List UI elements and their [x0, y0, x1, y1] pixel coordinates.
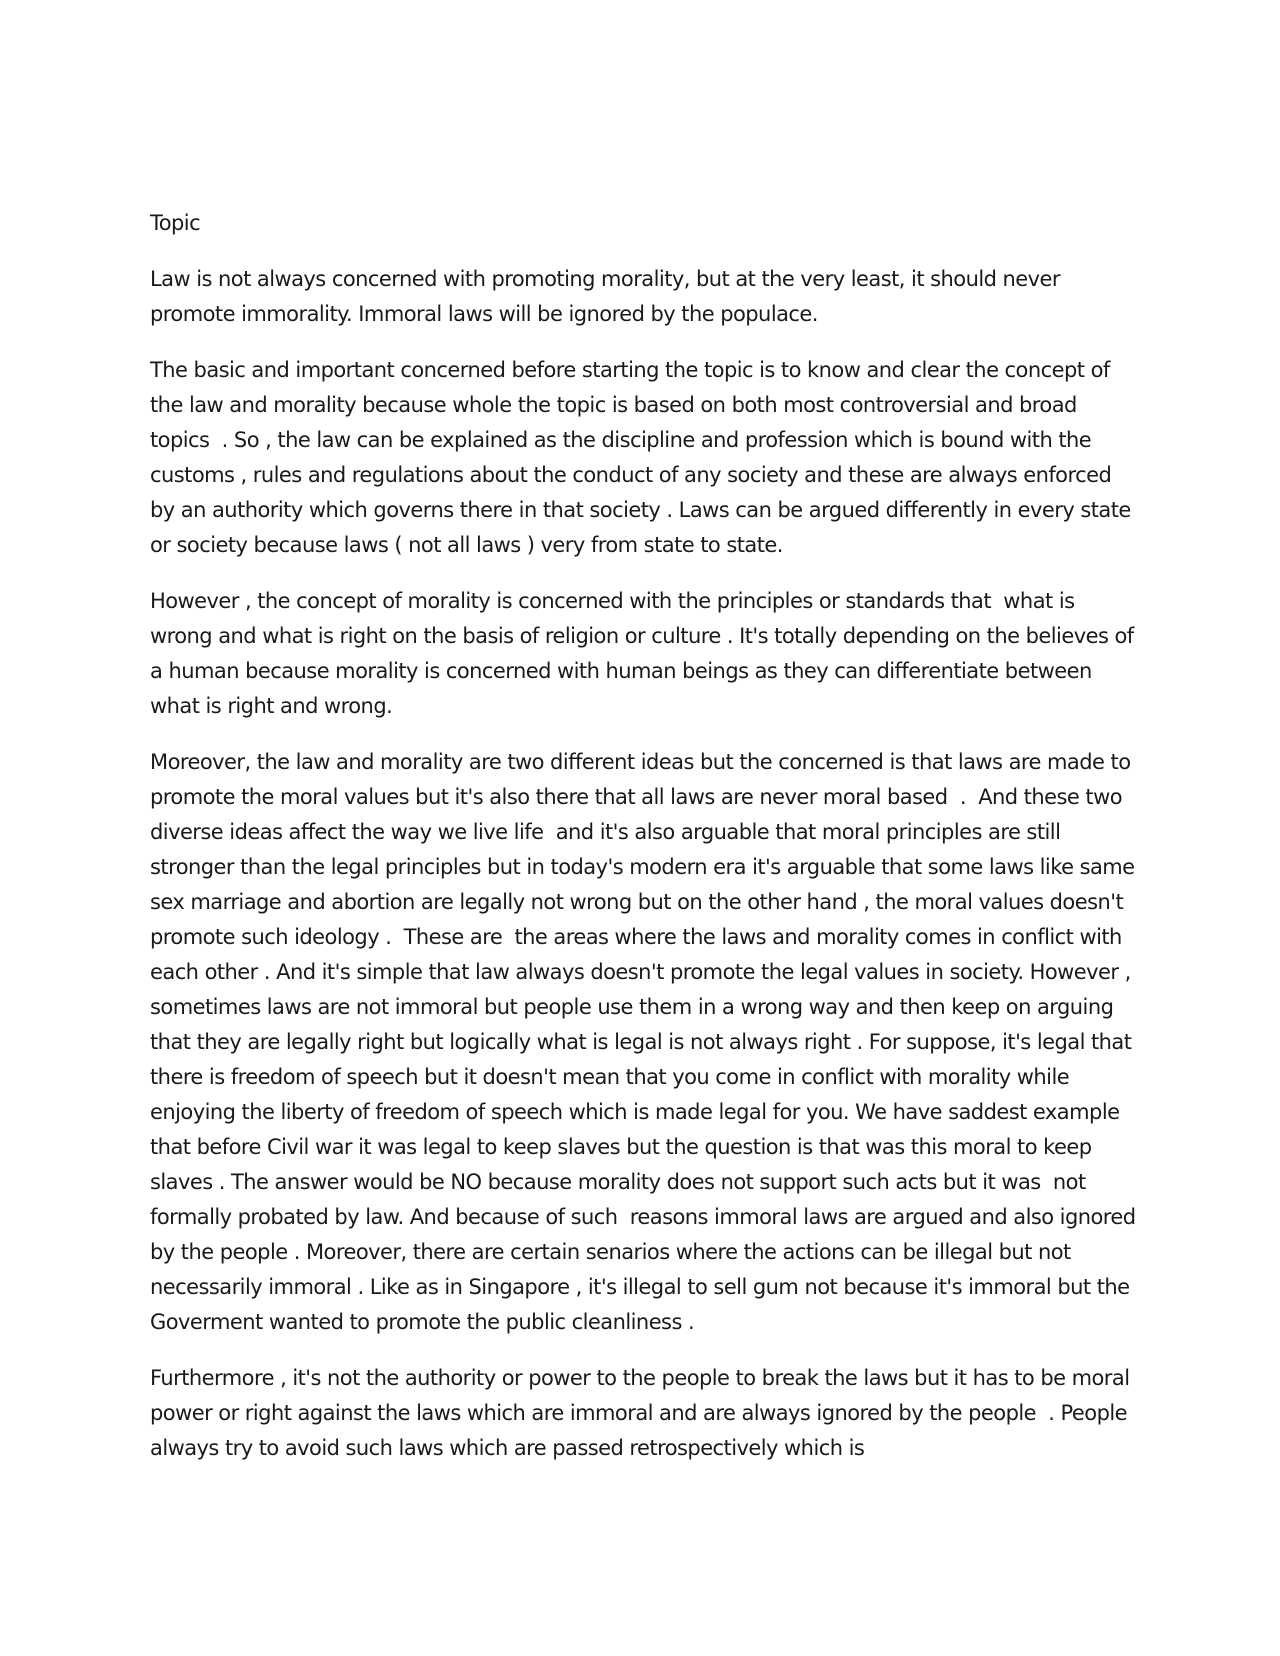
- paragraph-3: However , the concept of morality is concerned with the principles or standards that what is wrong and what is right on the basis of religion or culture . It's totally depending on the believes of a human because morality is concerned with human beings as they can differentiate between what is right and wrong.: [150, 589, 1140, 718]
- paragraph-2: The basic and important concerned before starting the topic is to know and clear the concept of the law and morality because whole the topic is based on both most controversial and broad topics . So , the law can be explained as the discipline and profession which is bound with the customs , rules and regulations about the conduct of any society and these are always enforced by an authority which governs there in that society . Laws can be argued differently in every state or society because laws ( not all laws ) very from state to state.: [150, 358, 1137, 557]
- paragraph-1: Law is not always concerned with promoting morality, but at the very least, it should never promote immorality. Immoral laws will be ignored by the populace.: [150, 267, 1067, 326]
- paragraph-5: Furthermore , it's not the authority or power to the people to break the laws but it has to be moral power or right against the laws which are immoral and are always ignored by the people . People always try to avoid such laws which are passed retrospectively which is: [150, 1366, 1136, 1460]
- paragraph-4: Moreover, the law and morality are two different ideas but the concerned is that laws are made to promote the moral values but it's also there that all laws are never moral based . And these two diverse ideas affect the way we live life and it's also arguable that moral principles are still stronger than the legal principles but in today's modern era it's arguable that some laws like same sex marriage and abortion are legally not wrong but on the other hand , the moral values doesn't promote such ideology . These are the areas where the laws and morality comes in conflict with each other . And it's simple that law always doesn't promote the legal values in society. However , sometimes laws are not immoral but people use them in a wrong way and then keep on arguing that they are legally right but logically what is legal is not always right . For suppose, it's legal that there is freedom of speech but it doesn't mean that you come in conflict with morality while enjoying the liberty of freedom of speech which is made legal for you. We have saddest example that before Civil war it was legal to keep slaves but the question is that was this moral to keep slaves . The answer would be NO because morality does not support such acts but it was not formally probated by law. And because of such reasons immoral laws are argued and also ignored by the people . Moreover, there are certain senarios where the actions can be illegal but not necessarily immoral . Like as in Singapore , it's illegal to sell gum not because it's immoral but the Goverment wanted to promote the public cleanliness .: [150, 750, 1142, 1334]
- document-body: [150, 206, 1140, 1487]
- document-heading: Topic: [150, 211, 201, 235]
